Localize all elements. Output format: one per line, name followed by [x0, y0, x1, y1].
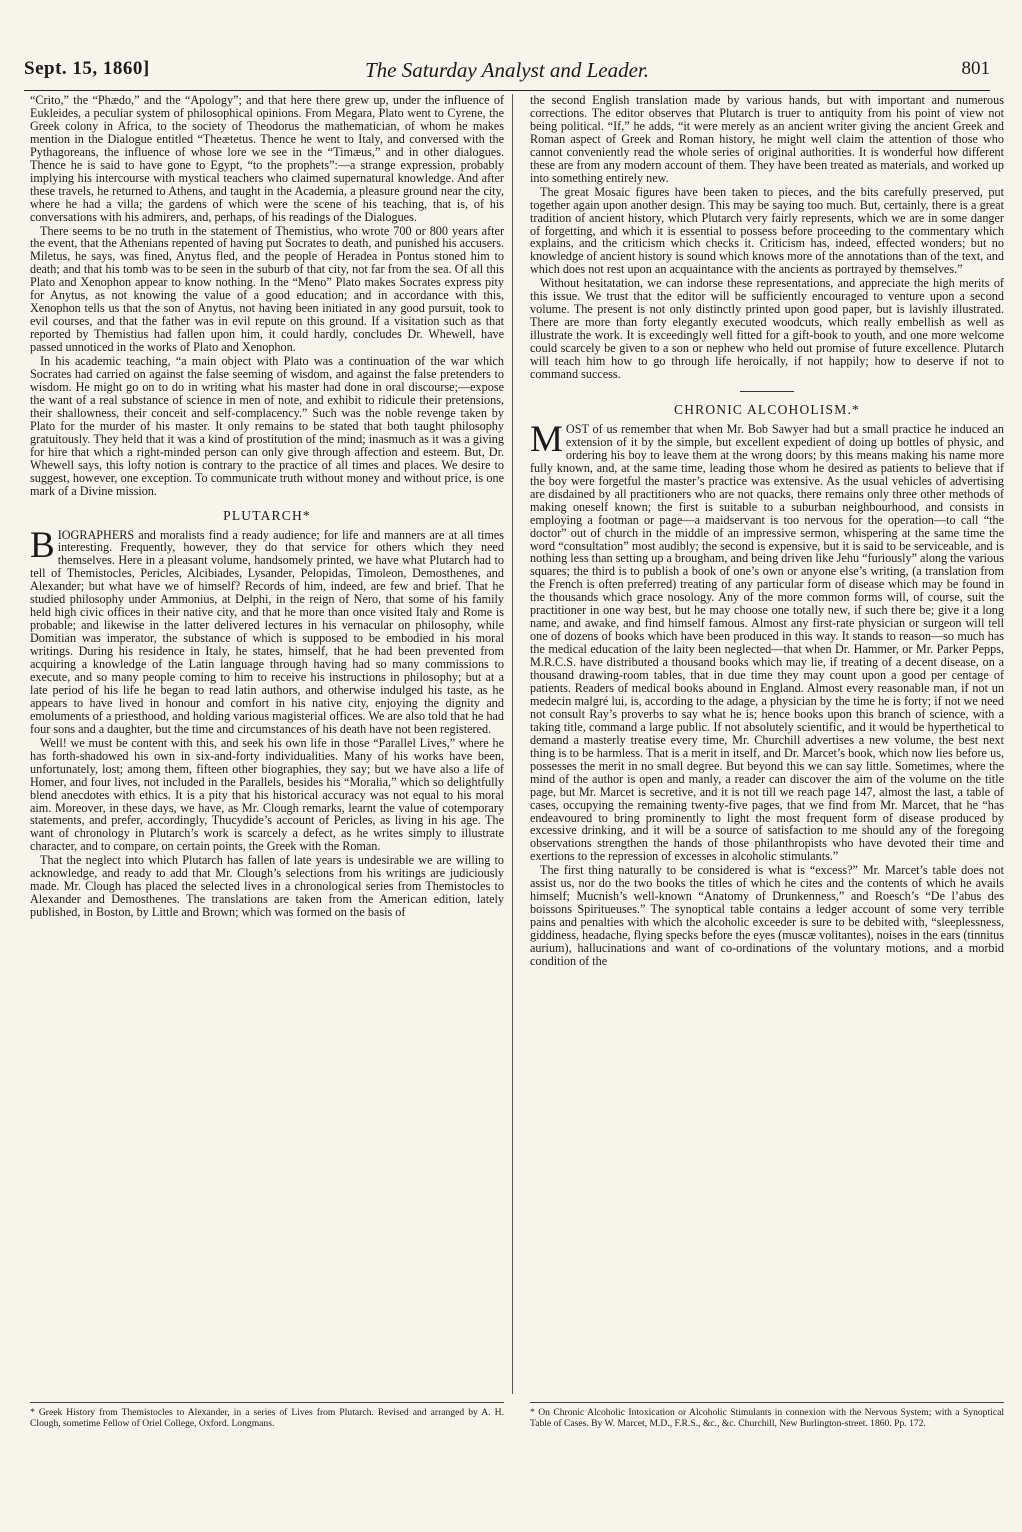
paragraph: the second English translation made by various hands, but with important and numerous corrections. The editor observes that Plutarch is truer to antiquity from his point of view not being political. “If,” he adds, “it were merely as an ancient writer giving the ancient Greek and Roman aspect of Greek and Roman history, he might well claim the attention of those who cannot conveniently read the whole series of original authorities. It is wonderful how different these are from any modern account of them. They have been treated as materials, and worked up into something entirely new. [530, 94, 1004, 185]
column-divider [512, 94, 513, 1394]
publication-title: The Saturday Analyst and Leader. [364, 58, 650, 82]
paragraph: Without hesitatation, we can indorse these representations, and appreciate the high merits of this issue. We trust that the editor will be sufficiently encouraged to venture upon a second volume. The present is not only distinctly printed upon good paper, but is lavishly illustrated. There are more than forty elegantly executed woodcuts, which really embellish as well as illustrate the work. It is exceedingly well fitted for a gift-book to youth, and one more welcome could scarcely be given to a son or nephew who held out promise of future excellence. Plutarch will teach him how to go through life heroically, if not happily; how to deserve if not to command success. [530, 276, 1004, 382]
section-rule [740, 391, 794, 392]
paragraph: “Crito,” the “Phædo,” and the “Apology”; and that here there grew up, under the influence of Eukleides, a peculiar system of philosophical opinions. From Megara, Plato went to Cyrene, the Greek colony in Africa, to the society of Theodorus the mathematician, of whom he makes mention in the Dialogue entitled “Theætetus. Thence he went to Italy, and conversed with the Pythagoreans, the influence of whose lore we see in the “Timæus,” and in other dialogues. Thence he is said to have gone to Egypt, “to the prophets”:—a strange expression, probably implying his intercourse with mystical teachers who claimed supernatural knowledge. And after these travels, he returned to Athens, and taught in the Academia, a pleasure ground near the city, where he had a villa; the gardens of which were the scene of his teaching, that is, of his conversations with his admirers, and, perhaps, of his readings of the Dialogues. [30, 94, 504, 224]
right-column [530, 94, 1004, 1394]
chronic-first-paragraph [530, 418, 1004, 864]
paragraph-text: IOGRAPHERS and moralists find a ready audience; for life and manners are at all times interesting. Frequently, however, they do that service for others which they need themselves. Here in a pleasant volume, handsomely printed, we have what Plutarch had to tell of Themistocles, Pericles, Alcibiades, Lysander, Pelopidas, Timoleon, Demosthenes, and Alexander; but what have we of himself? Records of him, indeed, are few and brief. That he studied philosophy under Ammonius, at Delphi, in the reign of Nero, that some of his family held high civic offices in their native city, and that he more than once visited Italy and Rome is probable; and likewise in the latter delivered lectures in his vernacular on philosophy, while Domitian was imperator, the substance of which is supposed to be embodied in his moral writings. During his residence in Italy, he states, himself, that he had been prevented from acquiring a knowledge of the Latin language through having had so many commissions to execute, and so many people coming to him to receive his instructions in philosophy; but at a late period of his life he began to read latin authors, and otherwise indulged his taste, as he appears to have lived in honour and comfort in his native city, enjoying the dignity and emoluments of a priesthood, and holding various magisterial offices. We are also told that he had four sons and a daughter, but the time and circumstances of his death have not been registered. [30, 527, 504, 736]
footnote-rule-right [530, 1402, 1004, 1403]
footnote-rule-left [30, 1402, 504, 1403]
plutarch-heading: PLUTARCH* [223, 507, 311, 523]
paragraph: There seems to be no truth in the statement of Themistius, who wrote 700 or 800 years after the event, that the Athenians repented of having put Socrates to death, and punished his accusers. Miletus, he says, was fined, Anytus fled, and the people of Heradea in Pontus stoned him to death; and that his tomb was to be seen in the suburb of that city, not far from the sea. Of all this Plato and Xenophon appear to know nothing. In the “Meno” Plato makes Socrates express pity for Anytus, as not knowing the value of a good education; and in accordance with this, Xenophon tells us that the son of Anytus, not having been initiated in any good pursuit, took to evil courses, and that the father was in evil repute on this ground. If a visitation such as that reported by Themistius had fallen upon him, it could hardly, concludes Dr. Whewell, have passed unnoticed in the works of Plato and Xenophon. [30, 223, 504, 355]
page-number: 801 [961, 58, 990, 79]
paragraph: Well! we must be content with this, and seek his own life in those “Parallel Lives,” where he has forth-shadowed his own in six-and-forty individualities. Many of his works have been, unfortunately, lost; among them, fifteen other biographies, they say; but we have also a life of Homer, and four lives, not included in the Parallels, besides his “Moralia,” which so delightfully blend anecdotes with ethics. It is a pity that his historical accuracy was not equal to his moral aim. Moreover, in these days, we have, as Mr. Clough remarks, learnt the value of cotemporary statements, and prefer, accordingly, Thucydide’s account of Pericles, as living in his age. The want of chronology in Plutarch’s work is scarcely a defect, as he writes simply to illustrate character, and to compare, on certain points, the Greek with the Roman. [30, 735, 504, 854]
paragraph-text: OST of us remember that when Mr. Bob Sawyer had but a small practice he induced an extension of it by the simple, but excellent expedient of doing up bottles of physic, and ordering his boy to leave them at the wrong doors; by this means making his name more fully known, and, at the same time, leading those whom he desired as patients to believe that if the boy were forgetful the master’s practice was extensive. As the usual vehicles of advertising are disdained by all practitioners who are not quacks, there remains only three other methods of making oneself known; the first is suitable to a suburban neighbourhood, and consists in employing a footman or page—a maidservant is too nervous for the operation—to call “the doctor” out of church in the middle of an impressive sermon, whispering at the same time the word “consultation” most audibly; the second is expensive, but it is said to be serviceable, and is nothing less than setting up a brougham, and being driven like Jehu “furiously” along the various squares; the third is to publish a book of one’s own or anyone else’s writing, (a translation from the French is often preferred) treating of any particular form of disease which may be found in the thousands which grace nosology. Any of the more common forms will, of course, suit the practitioner in one way best, but he may choose one totally new, if such there be; give it a long name, and awake, and find himself famous. Almost any first-rate physician or surgeon will tell one of dozens of books which have been produced in this way. It stands to reason—so much has the medical education of the laity been neglected—that when Dr. Hammer, or Mr. Parker Pepps, M.R.C.S. have distributed a thousand books which may lie, if treating of a decent disease, on a thousand drawing-room tables, that in due time they may count upon a good per centage of patients. Readers of medical books abound in England. Almost every reasonable man, if not un medecin malgré lui, is, according to the adage, a physician by the time he is forty; if not we need not consult Ray’s proverbs to say what he is; hence books upon this branch of science, with a taking title, command a large public. If not absolutely scientific, and it would be hyperthetical to demand a masterly treatise every time, Mr. Churchill advertises a new volume, the best next thing is to be harmless. That is a merit in itself, and Dr. Marcet’s book, which now lies before us, possesses the merit in no small degree. But beyond this we can say little. Sometimes, where the mind of the author is open and manly, a reader can discover the aim of the volume on the title page, but Mr. Marcet is secretive, and it is not till we reach page 147, almost the last, a table of cases, occupying the remaining twenty-five pages, that we find from Mr. Marcet, that he “has endeavoured to bring prominently to light the most frequent form of disease produced by excessive drinking, and it will be a source of satisfaction to me should any of the foregoing observations strengthen the hands of those philanthropists who have devoted their time and exertions to the repression of excesses in alcoholic stimulants.” [530, 421, 1004, 864]
page-header [24, 56, 990, 91]
paragraph: In his academic teaching, “a main object with Plato was a continuation of the war which Socrates had carried on against the false seeming of wisdom, and against the false pretenders to wisdom. He might go on to do in writing what his master had done in oral discourse;—expose the want of a real substance of science in men of note, and exhibit to ridicule their pretensions, their shallowness, their conceit and self-complacency.” Such was the noble revenge taken by Plato for the murder of his master. It only remains to be stated that both taught philosophy gratuitously. They held that it was a kind of prostitution of the mind; inasmuch as it was a giving for hire that which a right-minded person can only give through affection and esteem. But, Dr. Whewell says, this lofty notion is contrary to the practice of all times and places. We desire to suggest, however, one exception. To communicate truth without money and without price, is one mark of a Divine mission. [30, 354, 504, 498]
drop-cap: M [530, 418, 563, 460]
drop-cap: B [30, 524, 55, 566]
paragraph: The great Mosaic figures have been taken to pieces, and the bits carefully preserved, put together again upon another design. This may be saying too much. But, certainly, there is a great tradition of ancient history, which Plutarch very fairly represents, which we are in some danger of forgetting, and which it is essential to possess before proceeding to the commentary which explains, and the criticism which checks it. Criticism has, indeed, effected wonders; but no knowledge of ancient history is sound which knows more of the annotations than of the text, and which does not rest upon an acquaintance with the ancients as portrayed by themselves.” [530, 184, 1004, 277]
footnote-alcoholism: * On Chronic Alcoholic Intoxication or Alcoholic Stimulants in connexion with the Nervous System; with a Synoptical Table of Cases. By W. Marcet, M.D., F.R.S., &c., &c. Churchill, New Burlington-street. 1860. Pp. 172. [530, 1407, 1004, 1429]
paragraph: That the neglect into which Plutarch has fallen of late years is undesirable we are willing to acknowledge, and ready to add that Mr. Clough’s selections from his writings are judiciously made. Mr. Clough has placed the selected lives in a chronological series from Themistocles to Alexander and Demosthenes. The translations are taken from the American edition, lately published, in Boston, by Little and Brown; which was formed on the basis of [30, 853, 504, 920]
footnote-plutarch: * Greek History from Themistocles to Alexander, in a series of Lives from Plutarch. Revised and arranged by A. H. Clough, sometime Fellow of Oriel College, Oxford. Longmans. [30, 1407, 504, 1429]
left-column [30, 94, 504, 1394]
plutarch-first-paragraph [30, 524, 504, 736]
paragraph: The first thing naturally to be considered is what is “excess?” Mr. Marcet’s table does not assist us, nor do the two books the titles of which he cites and the contents of which he avails himself; Mucnish’s well-known “Anatomy of Drunkenness,” and Roesch’s “De l’abus des boissons Spiritueuses.” The synoptical table contains a ledger account of some very terrible pains and penalties with which the alcoholic exceeder is sure to be debited with, “sleeplessness, giddiness, headache, flying specks before the eyes (muscæ volitantes), noises in the ears (tinnitus aurium), hallucinations and want of co-ordinations of the voluntary motions, and a morbid condition of the [530, 863, 1004, 968]
issue-date: Sept. 15, 1860] [24, 58, 150, 79]
chronic-alcoholism-heading: CHRONIC ALCOHOLISM.* [673, 401, 860, 417]
